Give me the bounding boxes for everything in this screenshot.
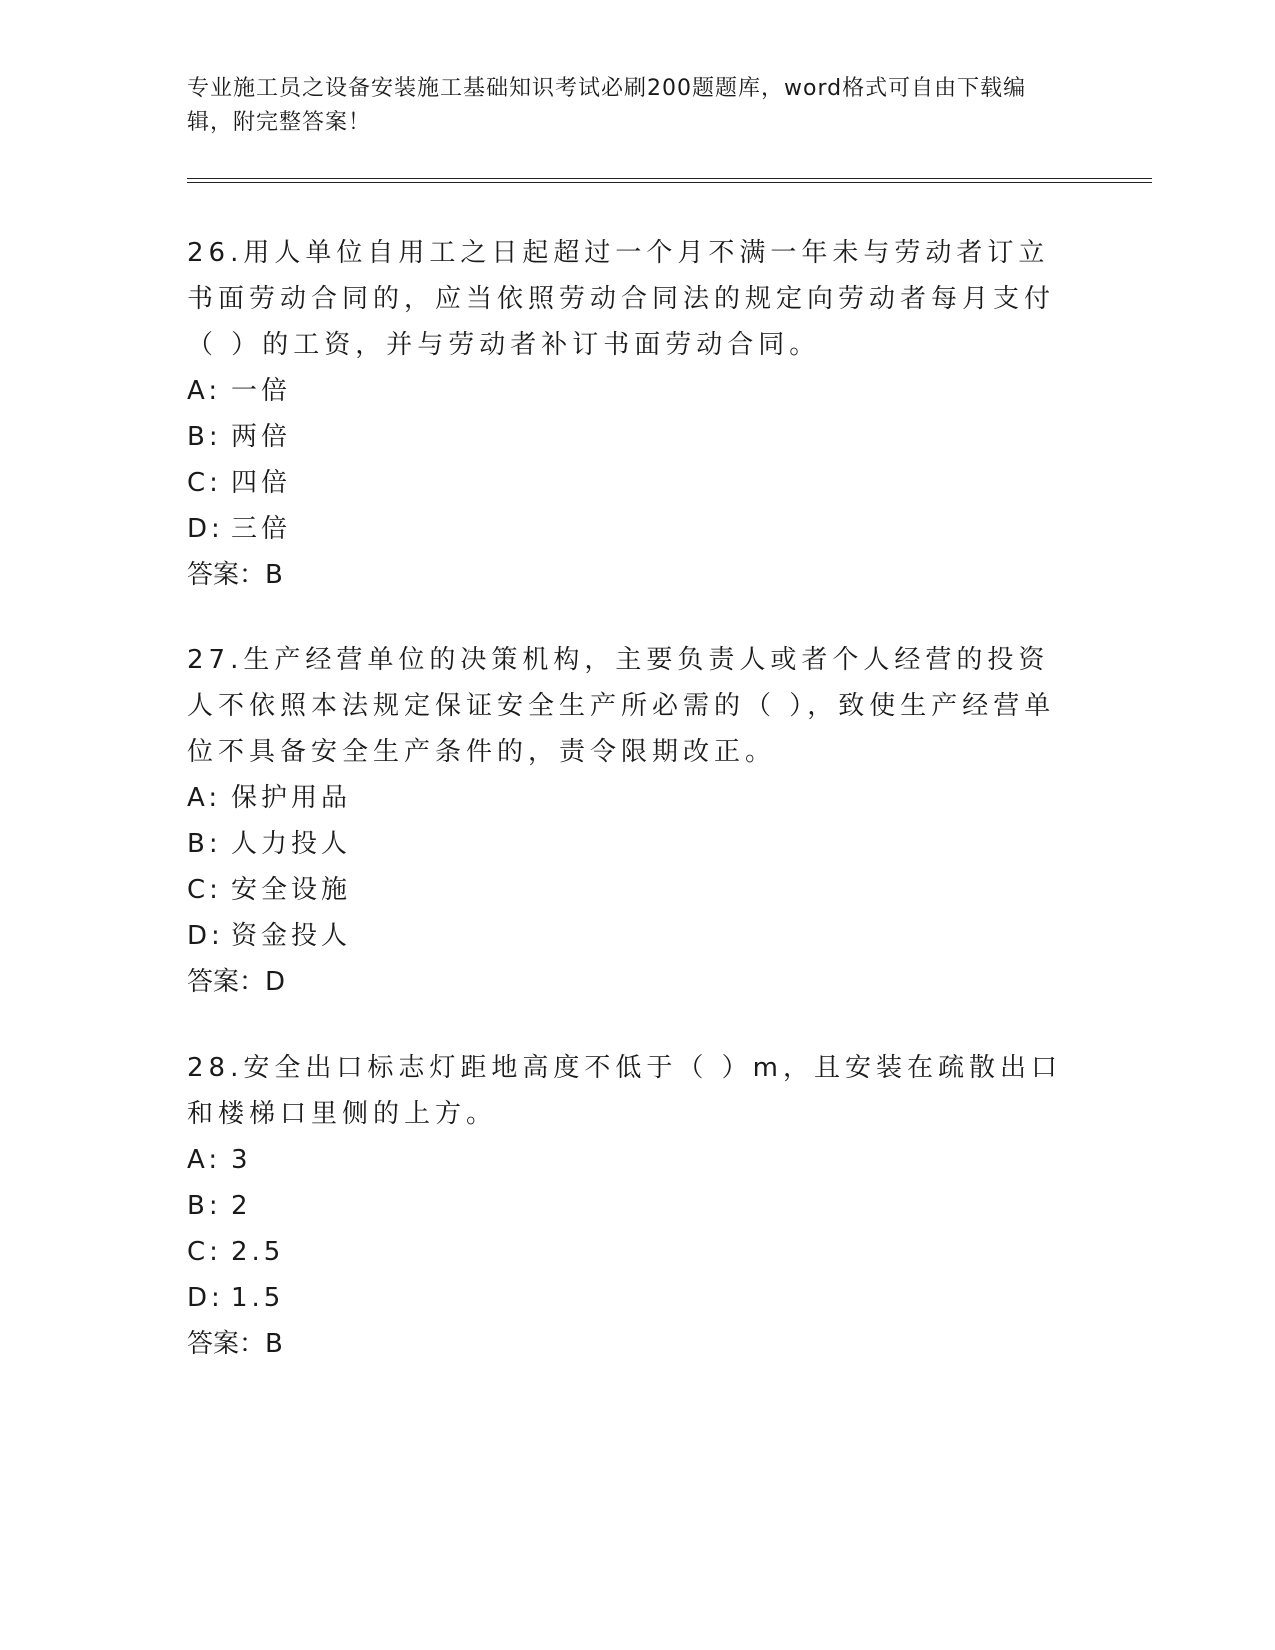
option-text: 一倍 [231, 376, 292, 406]
option-text: 两倍 [231, 422, 292, 452]
option-key: C: [187, 1237, 222, 1267]
option-key: A: [187, 1145, 222, 1175]
question-text: 27.生产经营单位的决策机构，主要负责人或者个人经营的投资人不依照本法规定保证安全生产所必需的（ ），致使生产经营单位不具备安全生产条件的，责令限期改正。 [187, 645, 1056, 767]
answer-value: B [265, 1329, 283, 1359]
answer-label: 答案： [187, 967, 266, 997]
question-27 [187, 637, 1067, 1005]
page-header-title: 专业施工员之设备安装施工基础知识考试必刷200题题库，word格式可自由下载编辑，附完整答案！ [187, 76, 1027, 135]
option-a [187, 368, 1067, 414]
option-text: 人力投人 [231, 829, 352, 859]
option-text: 三倍 [231, 514, 292, 544]
answer-label: 答案： [187, 1329, 266, 1359]
option-b [187, 414, 1067, 460]
answer-value: D [265, 967, 286, 997]
option-key: B: [187, 422, 222, 452]
answer-line [187, 552, 1067, 598]
option-b [187, 1183, 1067, 1229]
option-key: B: [187, 1191, 222, 1221]
option-b [187, 821, 1067, 867]
option-text: 保护用品 [231, 783, 352, 813]
option-text: 资金投人 [231, 921, 352, 951]
option-key: D: [187, 921, 224, 951]
option-key: A: [187, 783, 222, 813]
option-d [187, 506, 1067, 552]
option-text: 2.5 [231, 1237, 285, 1267]
option-key: C: [187, 468, 222, 498]
option-text: 1.5 [231, 1283, 285, 1313]
question-text: 26.用人单位自用工之日起超过一个月不满一年未与劳动者订立书面劳动合同的，应当依照劳动合同法的规定向劳动者每月支付（ ）的工资，并与劳动者补订书面劳动合同。 [187, 238, 1056, 360]
answer-line [187, 959, 1067, 1005]
option-c [187, 460, 1067, 506]
option-key: D: [187, 514, 224, 544]
option-c [187, 867, 1067, 913]
option-d [187, 913, 1067, 959]
option-text: 2 [231, 1191, 252, 1221]
option-text: 安全设施 [231, 875, 352, 905]
option-d [187, 1275, 1067, 1321]
question-28 [187, 1045, 1067, 1367]
option-key: D: [187, 1283, 224, 1313]
option-key: A: [187, 376, 222, 406]
option-key: C: [187, 875, 222, 905]
answer-line [187, 1321, 1067, 1367]
option-text: 四倍 [231, 468, 292, 498]
header-divider-top [187, 178, 1152, 179]
option-a [187, 1137, 1067, 1183]
answer-label: 答案： [187, 560, 266, 590]
answer-value: B [265, 560, 283, 590]
question-text: 28.安全出口标志灯距地高度不低于（ ）m，且安装在疏散出口和楼梯口里侧的上方。 [187, 1053, 1062, 1129]
header-divider-bottom [187, 182, 1152, 183]
option-a [187, 775, 1067, 821]
option-text: 3 [231, 1145, 252, 1175]
option-c [187, 1229, 1067, 1275]
question-26 [187, 230, 1067, 598]
option-key: B: [187, 829, 222, 859]
